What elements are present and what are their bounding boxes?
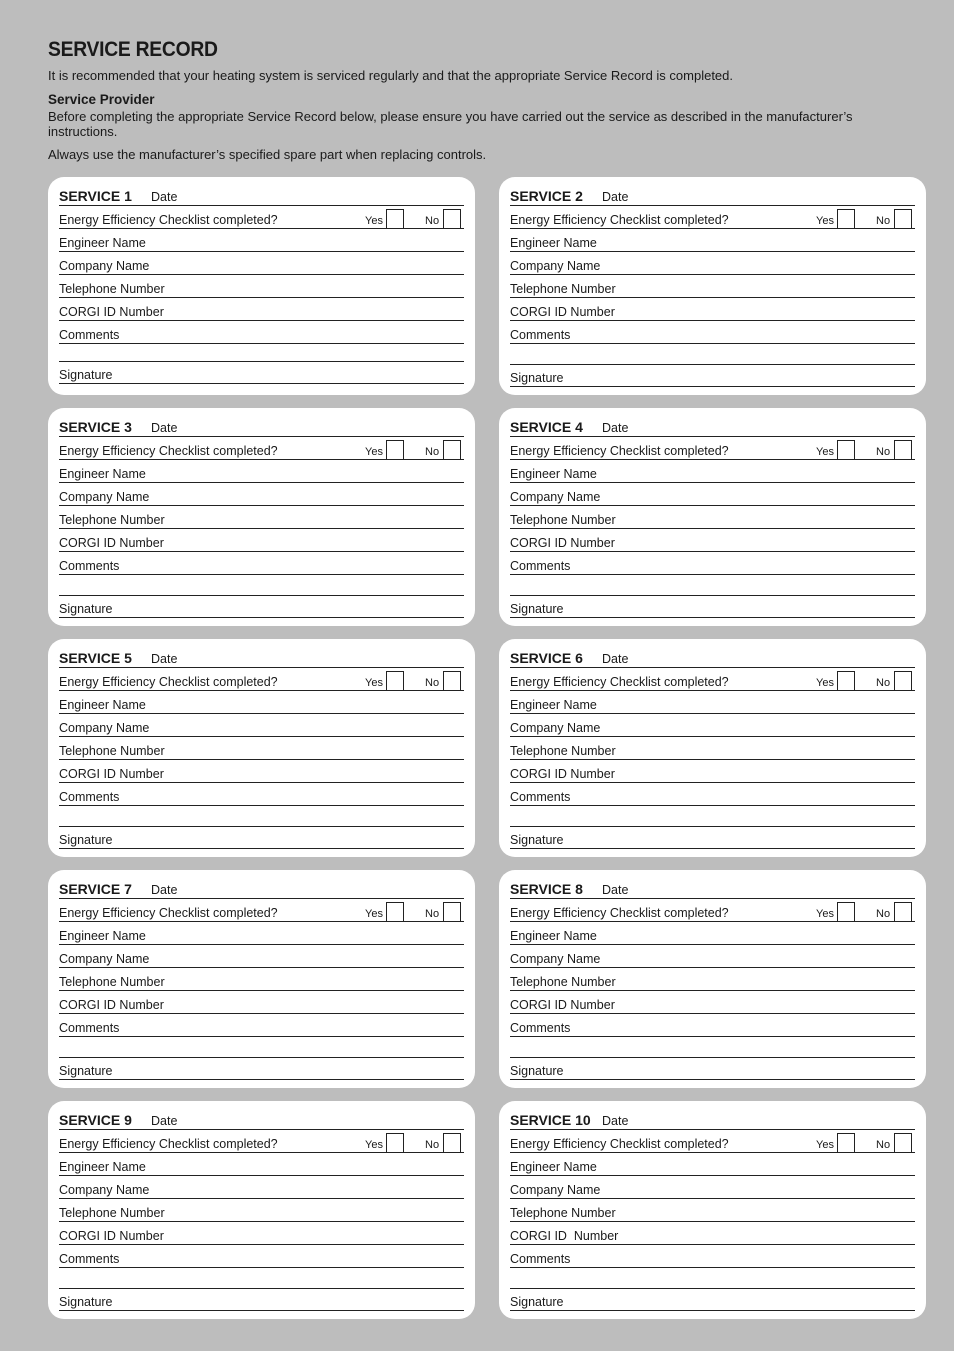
telephone-label: Telephone Number: [59, 1206, 165, 1220]
telephone-field[interactable]: [510, 511, 915, 529]
no-checkbox[interactable]: [443, 902, 461, 921]
signature-label: Signature: [510, 371, 564, 385]
company-name-label: Company Name: [510, 721, 601, 735]
checklist-label: Energy Efficiency Checklist completed?: [510, 444, 729, 458]
corgi-id-label: CORGI ID Number: [510, 305, 615, 319]
checklist-row: [510, 1135, 915, 1153]
no-label: No: [876, 1139, 891, 1151]
yes-label: Yes: [365, 446, 383, 458]
comments-label: Comments: [510, 1252, 571, 1266]
yes-checkbox[interactable]: [837, 209, 855, 228]
no-checkbox[interactable]: [894, 1133, 912, 1152]
company-name-field[interactable]: [59, 488, 464, 506]
service-card-8: [499, 870, 926, 1088]
telephone-field[interactable]: [59, 511, 464, 529]
page-title: SERVICE RECORD: [48, 38, 218, 61]
no-label: No: [425, 677, 440, 689]
no-label: No: [876, 677, 891, 689]
date-field[interactable]: Date: [151, 883, 178, 897]
signature-label: Signature: [510, 833, 564, 847]
checklist-label: Energy Efficiency Checklist completed?: [510, 906, 729, 920]
comments-field[interactable]: [510, 788, 915, 806]
checklist-label: Energy Efficiency Checklist completed?: [510, 675, 729, 689]
no-checkbox[interactable]: [443, 440, 461, 459]
company-name-label: Company Name: [59, 721, 150, 735]
yes-label: Yes: [365, 215, 383, 227]
service-label: SERVICE 10: [510, 1112, 591, 1128]
comments-line[interactable]: [59, 344, 464, 362]
checklist-label: Energy Efficiency Checklist completed?: [510, 213, 729, 227]
no-label: No: [425, 908, 440, 920]
company-name-label: Company Name: [59, 952, 150, 966]
date-field[interactable]: Date: [151, 421, 178, 435]
no-label: No: [425, 1139, 440, 1151]
company-name-field[interactable]: [59, 719, 464, 737]
comments-label: Comments: [510, 559, 571, 573]
comments-label: Comments: [510, 790, 571, 804]
yes-checkbox[interactable]: [386, 1133, 404, 1152]
comments-line[interactable]: [59, 809, 464, 827]
signature-label: Signature: [510, 1295, 564, 1309]
yes-checkbox[interactable]: [837, 1133, 855, 1152]
corgi-id-label: CORGI ID Number: [59, 305, 164, 319]
engineer-name-field[interactable]: [510, 1158, 915, 1176]
checklist-label: Energy Efficiency Checklist completed?: [59, 906, 278, 920]
telephone-label: Telephone Number: [510, 513, 616, 527]
engineer-name-label: Engineer Name: [510, 1160, 597, 1174]
yes-checkbox[interactable]: [837, 440, 855, 459]
comments-field[interactable]: [59, 788, 464, 806]
corgi-id-label: CORGI ID Number: [59, 998, 164, 1012]
company-name-label: Company Name: [510, 952, 601, 966]
corgi-id-field[interactable]: [510, 996, 915, 1014]
service-card-7: [48, 870, 475, 1088]
comments-label: Comments: [59, 328, 120, 342]
yes-label: Yes: [816, 215, 834, 227]
company-name-field[interactable]: [59, 1181, 464, 1199]
company-name-label: Company Name: [59, 490, 150, 504]
service-header-row: [59, 881, 464, 899]
no-checkbox[interactable]: [894, 209, 912, 228]
date-field[interactable]: Date: [602, 1114, 629, 1128]
signature-label: Signature: [59, 1295, 113, 1309]
engineer-name-field[interactable]: [59, 696, 464, 714]
engineer-name-label: Engineer Name: [59, 1160, 146, 1174]
signature-field[interactable]: [59, 1293, 464, 1311]
no-label: No: [425, 446, 440, 458]
comments-label: Comments: [510, 328, 571, 342]
corgi-id-label: CORGI ID Number: [510, 1229, 619, 1243]
yes-label: Yes: [365, 677, 383, 689]
signature-label: Signature: [510, 1064, 564, 1078]
service-card-6: [499, 639, 926, 857]
engineer-name-field[interactable]: [510, 465, 915, 483]
telephone-field[interactable]: [59, 1204, 464, 1222]
service-header-row: [59, 1112, 464, 1130]
telephone-label: Telephone Number: [510, 975, 616, 989]
corgi-id-field[interactable]: [59, 534, 464, 552]
service-header-row: [510, 419, 915, 437]
comments-field[interactable]: [510, 326, 915, 344]
company-name-field[interactable]: [59, 257, 464, 275]
company-name-field[interactable]: [510, 719, 915, 737]
signature-label: Signature: [510, 602, 564, 616]
yes-checkbox[interactable]: [837, 902, 855, 921]
engineer-name-label: Engineer Name: [510, 698, 597, 712]
service-provider-note: Always use the manufacturer’s specified spare part when replacing controls.: [48, 147, 487, 162]
engineer-name-field[interactable]: [59, 465, 464, 483]
service-provider-heading: Service Provider: [48, 92, 155, 107]
no-label: No: [876, 908, 891, 920]
signature-field[interactable]: [59, 831, 464, 849]
corgi-id-label: CORGI ID Number: [59, 767, 164, 781]
comments-label: Comments: [59, 1252, 120, 1266]
corgi-id-field[interactable]: [59, 765, 464, 783]
checklist-row: [510, 904, 915, 922]
service-label: SERVICE 9: [59, 1112, 132, 1128]
engineer-name-field[interactable]: [59, 1158, 464, 1176]
corgi-id-field[interactable]: [59, 996, 464, 1014]
comments-line[interactable]: [510, 1040, 915, 1058]
engineer-name-field[interactable]: [510, 234, 915, 252]
date-field[interactable]: Date: [602, 883, 629, 897]
signature-field[interactable]: [510, 1293, 915, 1311]
service-label: SERVICE 2: [510, 188, 583, 204]
checklist-row: [59, 904, 464, 922]
telephone-field[interactable]: [59, 973, 464, 991]
engineer-name-label: Engineer Name: [59, 698, 146, 712]
no-checkbox[interactable]: [894, 671, 912, 690]
comments-field[interactable]: [510, 1250, 915, 1268]
signature-label: Signature: [59, 368, 113, 382]
telephone-field[interactable]: [510, 280, 915, 298]
checklist-label: Energy Efficiency Checklist completed?: [59, 675, 278, 689]
no-checkbox[interactable]: [894, 440, 912, 459]
signature-label: Signature: [59, 833, 113, 847]
engineer-name-label: Engineer Name: [510, 467, 597, 481]
date-field[interactable]: Date: [151, 190, 178, 204]
service-header-row: [59, 650, 464, 668]
engineer-name-field[interactable]: [59, 927, 464, 945]
no-checkbox[interactable]: [443, 671, 461, 690]
company-name-label: Company Name: [59, 259, 150, 273]
company-name-label: Company Name: [510, 490, 601, 504]
comments-field[interactable]: [59, 326, 464, 344]
telephone-field[interactable]: [59, 742, 464, 760]
engineer-name-label: Engineer Name: [510, 236, 597, 250]
signature-label: Signature: [59, 602, 113, 616]
service-card-2: [499, 177, 926, 395]
signature-field[interactable]: [510, 369, 915, 387]
checklist-row: [510, 211, 915, 229]
engineer-name-field[interactable]: [59, 234, 464, 252]
comments-line[interactable]: [59, 578, 464, 596]
company-name-field[interactable]: [510, 950, 915, 968]
no-checkbox[interactable]: [443, 209, 461, 228]
comments-field[interactable]: [59, 557, 464, 575]
engineer-name-field[interactable]: [510, 927, 915, 945]
signature-field[interactable]: [510, 1062, 915, 1080]
yes-checkbox[interactable]: [386, 902, 404, 921]
no-checkbox[interactable]: [443, 1133, 461, 1152]
telephone-field[interactable]: [510, 973, 915, 991]
service-label: SERVICE 8: [510, 881, 583, 897]
signature-field[interactable]: [59, 1062, 464, 1080]
telephone-label: Telephone Number: [510, 744, 616, 758]
corgi-id-label: CORGI ID Number: [59, 1229, 164, 1243]
telephone-label: Telephone Number: [59, 744, 165, 758]
comments-line[interactable]: [59, 1040, 464, 1058]
signature-field[interactable]: [59, 600, 464, 618]
checklist-row: [59, 211, 464, 229]
date-field[interactable]: Date: [151, 1114, 178, 1128]
checklist-label: Energy Efficiency Checklist completed?: [59, 1137, 278, 1151]
comments-label: Comments: [510, 1021, 571, 1035]
telephone-field[interactable]: [510, 1204, 915, 1222]
yes-label: Yes: [816, 1139, 834, 1151]
service-header-row: [510, 881, 915, 899]
telephone-field[interactable]: [59, 280, 464, 298]
no-label: No: [425, 215, 440, 227]
service-label: SERVICE 3: [59, 419, 132, 435]
telephone-label: Telephone Number: [510, 282, 616, 296]
engineer-name-label: Engineer Name: [59, 929, 146, 943]
checklist-row: [59, 442, 464, 460]
company-name-label: Company Name: [510, 1183, 601, 1197]
engineer-name-field[interactable]: [510, 696, 915, 714]
corgi-id-label: CORGI ID Number: [510, 998, 615, 1012]
checklist-row: [59, 1135, 464, 1153]
corgi-id-field[interactable]: [510, 765, 915, 783]
service-label: SERVICE 4: [510, 419, 583, 435]
service-card-10: [499, 1101, 926, 1319]
corgi-id-field[interactable]: [59, 1227, 464, 1245]
telephone-field[interactable]: [510, 742, 915, 760]
checklist-row: [59, 673, 464, 691]
service-label: SERVICE 7: [59, 881, 132, 897]
yes-label: Yes: [816, 446, 834, 458]
no-label: No: [876, 446, 891, 458]
signature-field[interactable]: [59, 366, 464, 384]
date-field[interactable]: Date: [602, 652, 629, 666]
signature-label: Signature: [59, 1064, 113, 1078]
comments-line[interactable]: [510, 1271, 915, 1289]
service-card-3: [48, 408, 475, 626]
signature-field[interactable]: [510, 831, 915, 849]
comments-field[interactable]: [59, 1019, 464, 1037]
date-field[interactable]: Date: [151, 652, 178, 666]
no-checkbox[interactable]: [894, 902, 912, 921]
yes-label: Yes: [816, 908, 834, 920]
yes-checkbox[interactable]: [386, 671, 404, 690]
company-name-field[interactable]: [510, 1181, 915, 1199]
service-card-9: [48, 1101, 475, 1319]
yes-label: Yes: [816, 677, 834, 689]
corgi-id-label: CORGI ID Number: [59, 536, 164, 550]
engineer-name-label: Engineer Name: [510, 929, 597, 943]
checklist-row: [510, 673, 915, 691]
corgi-id-field[interactable]: [510, 303, 915, 321]
comments-field[interactable]: [510, 557, 915, 575]
service-label: SERVICE 6: [510, 650, 583, 666]
service-header-row: [59, 419, 464, 437]
checklist-label: Energy Efficiency Checklist completed?: [59, 444, 278, 458]
company-name-field[interactable]: [59, 950, 464, 968]
company-name-label: Company Name: [59, 1183, 150, 1197]
comments-line[interactable]: [510, 347, 915, 365]
comments-field[interactable]: [510, 1019, 915, 1037]
date-field[interactable]: Date: [602, 421, 629, 435]
comments-label: Comments: [59, 790, 120, 804]
corgi-id-field[interactable]: [59, 303, 464, 321]
corgi-id-label: CORGI ID Number: [510, 536, 615, 550]
service-provider-text: Before completing the appropriate Service Record below, please ensure you have carried out the service as described in the manufacturer’s instructions.: [48, 109, 853, 139]
company-name-field[interactable]: [510, 257, 915, 275]
checklist-label: Energy Efficiency Checklist completed?: [59, 213, 278, 227]
telephone-label: Telephone Number: [59, 513, 165, 527]
company-name-field[interactable]: [510, 488, 915, 506]
service-header-row: [59, 188, 464, 206]
engineer-name-label: Engineer Name: [59, 467, 146, 481]
yes-label: Yes: [365, 908, 383, 920]
service-card-4: [499, 408, 926, 626]
yes-checkbox[interactable]: [386, 209, 404, 228]
comments-line[interactable]: [59, 1271, 464, 1289]
yes-checkbox[interactable]: [386, 440, 404, 459]
yes-label: Yes: [365, 1139, 383, 1151]
company-name-label: Company Name: [510, 259, 601, 273]
service-header-row: [510, 650, 915, 668]
service-card-5: [48, 639, 475, 857]
service-label: SERVICE 1: [59, 188, 132, 204]
engineer-name-label: Engineer Name: [59, 236, 146, 250]
checklist-row: [510, 442, 915, 460]
service-header-row: [510, 1112, 915, 1130]
service-card-1: [48, 177, 475, 395]
telephone-label: Telephone Number: [510, 1206, 616, 1220]
checklist-label: Energy Efficiency Checklist completed?: [510, 1137, 729, 1151]
comments-line[interactable]: [510, 578, 915, 596]
comments-label: Comments: [59, 1021, 120, 1035]
no-label: No: [876, 215, 891, 227]
service-label: SERVICE 5: [59, 650, 132, 666]
corgi-id-field[interactable]: [510, 534, 915, 552]
corgi-id-label: CORGI ID Number: [510, 767, 615, 781]
corgi-id-field[interactable]: [510, 1227, 915, 1245]
signature-field[interactable]: [510, 600, 915, 618]
telephone-label: Telephone Number: [59, 282, 165, 296]
comments-field[interactable]: [59, 1250, 464, 1268]
yes-checkbox[interactable]: [837, 671, 855, 690]
comments-line[interactable]: [510, 809, 915, 827]
date-field[interactable]: Date: [602, 190, 629, 204]
service-header-row: [510, 188, 915, 206]
intro-text: It is recommended that your heating system is serviced regularly and that the appropriate Service Record is completed.: [48, 68, 734, 83]
telephone-label: Telephone Number: [59, 975, 165, 989]
comments-label: Comments: [59, 559, 120, 573]
